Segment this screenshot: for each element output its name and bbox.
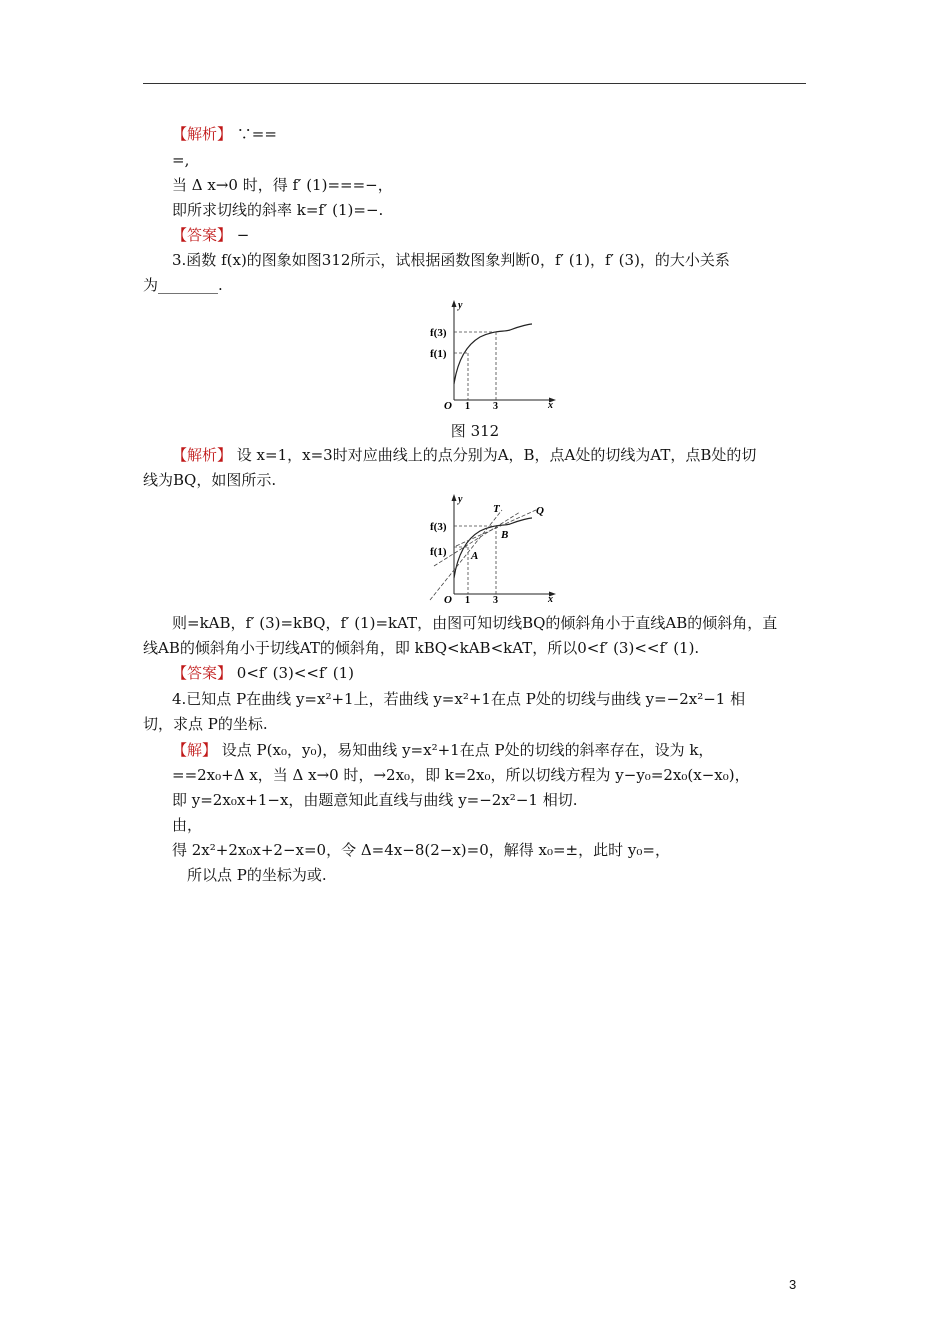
header-rule: [143, 83, 806, 84]
analysis-line-2: =,: [172, 151, 190, 169]
solution-tag: 【解】: [172, 741, 218, 759]
answer-3-line: [172, 663, 354, 683]
tick-1-label: 1: [465, 595, 470, 604]
problem-4-line-1: 4.已知点 P在曲线 y=x²+1上，若曲线 y=x²+1在点 P处的切线与曲线 y=−2x²−1 相: [172, 690, 746, 708]
answer-text: −: [232, 226, 250, 244]
tick-3-label: 3: [493, 401, 498, 410]
answer-line-1: [172, 225, 249, 245]
analysis-tag: 【解析】: [172, 125, 233, 143]
figure-312: [420, 296, 560, 414]
origin-label: O: [444, 400, 452, 410]
y-label: y: [458, 300, 463, 311]
answer-text: 0<f′ (3)<<f′ (1): [232, 664, 354, 682]
problem-3-line-2: 为________.: [143, 276, 223, 294]
analysis-text: 设 x=1，x=3时对应曲线上的点分别为A，B，点A处的切线为AT，点B处的切: [232, 446, 757, 464]
page-number: 3: [789, 1277, 797, 1292]
solution-4-line-3: 即 y=2x₀x+1−x，由题意知此直线与曲线 y=−2x²−1 相切.: [172, 791, 578, 809]
origin-label: O: [444, 594, 452, 604]
curve: [454, 518, 532, 578]
solution-text: 设点 P(x₀，y₀)，易知曲线 y=x²+1在点 P处的切线的斜率存在，设为 k，: [217, 741, 714, 759]
analysis-line-1: [172, 124, 277, 144]
solution-4-line-2: ==2x₀+Δ x，当 Δ x→0 时，→2x₀，即 k=2x₀，所以切线方程为 y−y₀=2x₀(x−x₀)，: [172, 766, 750, 784]
f3-label: f(3): [430, 521, 447, 533]
analysis-3-line-2: 线为BQ，如图所示.: [143, 471, 277, 489]
analysis-text: ∵==: [232, 125, 277, 143]
tangent-figure-graph: [420, 490, 560, 604]
analysis-tag: 【解析】: [172, 446, 233, 464]
answer-tag: 【答案】: [172, 226, 233, 244]
problem-4-line-2: 切，求点 P的坐标.: [143, 715, 268, 733]
y-axis-arrow: [452, 494, 457, 501]
tick-1-label: 1: [465, 401, 470, 410]
point-Q-label: Q: [536, 505, 544, 517]
analysis-3-line-3: 则=kAB，f′ (3)=kBQ，f′ (1)=kAT，由图可知切线BQ的倾斜角小于直线AB的倾斜角，直: [172, 614, 778, 632]
f1-label: f(1): [430, 546, 447, 558]
point-T-label: T: [493, 503, 500, 515]
x-label: x: [548, 594, 553, 604]
f3-label: f(3): [430, 327, 447, 339]
tangent-figure: [420, 490, 560, 608]
solution-4-line-1: [172, 740, 713, 760]
y-label: y: [458, 494, 463, 505]
solution-4-line-4: 由，: [172, 816, 203, 834]
figure-caption: 图 312: [450, 422, 500, 440]
tick-3-label: 3: [493, 595, 498, 604]
solution-4-line-6: 所以点 P的坐标为或.: [187, 866, 327, 884]
analysis-3-line-1: [172, 445, 756, 465]
f1-label: f(1): [430, 348, 447, 360]
x-label: x: [548, 400, 553, 410]
solution-4-line-5: 得 2x²+2x₀x+2−x=0，令 Δ=4x−8(2−x)=0，解得 x₀=±，此时 y₀=，: [172, 841, 670, 859]
problem-3-line-1: 3.函数 f(x)的图象如图312所示，试根据函数图象判断0，f′ (1)，f′ (3)，的大小关系: [172, 251, 730, 269]
tangent-BQ: [456, 510, 536, 546]
analysis-line-4: 即所求切线的斜率 k=f′ (1)=−.: [172, 201, 384, 219]
analysis-3-line-4: 线AB的倾斜角小于切线AT的倾斜角，即 kBQ<kAB<kAT，所以0<f′ (3)<<f′ (1).: [143, 639, 700, 657]
answer-tag: 【答案】: [172, 664, 233, 682]
point-A-label: A: [471, 550, 479, 562]
curve: [454, 324, 532, 384]
y-axis-arrow: [452, 300, 457, 307]
figure-312-graph: [420, 296, 560, 410]
analysis-line-3: 当 Δ x→0 时，得 f′ (1)===−，: [172, 176, 393, 194]
point-B-label: B: [501, 529, 509, 541]
